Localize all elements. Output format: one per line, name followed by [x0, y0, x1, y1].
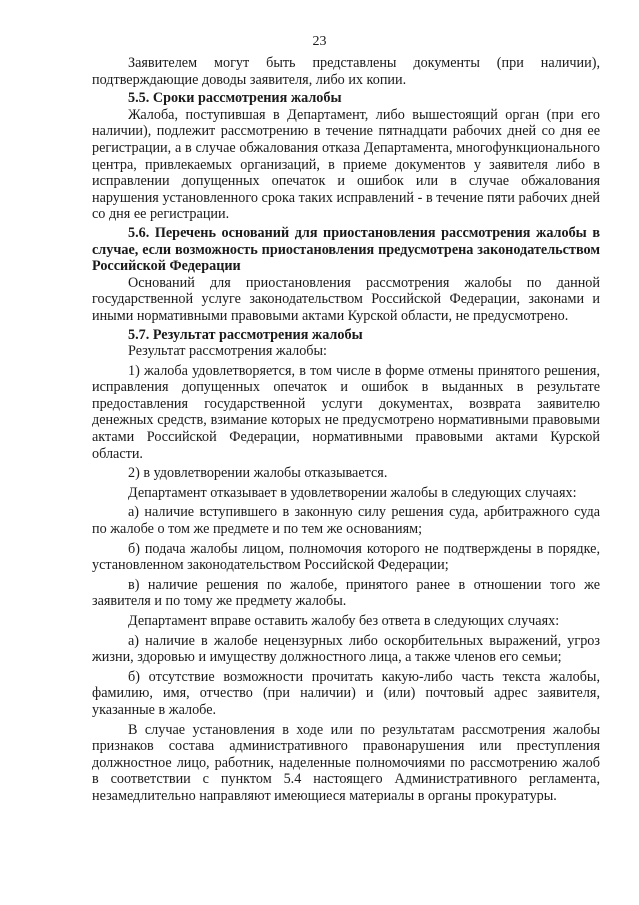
section-heading-5-5: 5.5. Сроки рассмотрения жалобы — [128, 90, 342, 107]
paragraph-prosecution: В случае установления в ходе или по результатам рассмотрения жалобы признаков состава административного правонарушения или преступления должностное лицо, работник, наделенные полномочиями по рассмотрению жалоб в соответствии с пунктом 5.4 настоящего Административного регламента, незамедлительно направляют имеющиеся материалы в органы прокуратуры. — [92, 721, 600, 804]
paragraph-refusal-b: б) подача жалобы лицом, полномочия которого не подтверждены в порядке, установленном законодательством Российской Федерации; — [92, 540, 600, 574]
paragraph-refusal-a: а) наличие вступившего в законную силу решения суда, арбитражного суда по жалобе о том же предмете и по тем же основаниям; — [92, 504, 600, 538]
paragraph-5-7-item-1: 1) жалоба удовлетворяется, в том числе в форме отмены принятого решения, исправления допущенных опечаток и ошибок в выданных в результате предоставления государственной услуги документах, возврата заявителю денежных средств, взимание которых не предусмотрено нормативными правовыми актами Российской Федерации, нормативными правовыми актами Курской области. — [92, 362, 600, 462]
paragraph-intro: Заявителем могут быть представлены документы (при наличии), подтверждающие доводы заявителя, либо их копии. — [92, 55, 600, 88]
paragraph-5-5: Жалоба, поступившая в Департамент, либо вышестоящий орган (при его наличии), подлежит рассмотрению в течение пятнадцати рабочих дней со дня ее регистрации, а в случае обжалования отказа Департамента, многофункционального центра, привлекаемых организаций, в приеме документов у заявителя либо в исправлении допущенных опечаток и ошибок или в случае обжалования нарушения установленного срока таких исправлений - в течение пяти рабочих дней со дня ее регистрации. — [92, 106, 600, 223]
paragraph-no-answer-intro: Департамент вправе оставить жалобу без ответа в следующих случаях: — [128, 613, 560, 629]
paragraph-5-6: Оснований для приостановления рассмотрения жалобы по данной государственной услуге законодательством Российской Федерации, законами и иными нормативными правовыми актами Курской области, не предусмотрено. — [92, 274, 600, 324]
paragraph-5-7-item-2: 2) в удовлетворении жалобы отказывается. — [128, 465, 388, 482]
paragraph-no-answer-a: а) наличие в жалобе нецензурных либо оскорбительных выражений, угроз жизни, здоровью и имуществу должностного лица, а также членов его семьи; — [92, 632, 600, 666]
section-heading-5-7: 5.7. Результат рассмотрения жалобы — [128, 326, 363, 343]
paragraph-refusal-c: в) наличие решения по жалобе, принятого ранее в отношении того же заявителя и по тому же предмету жалобы. — [92, 576, 600, 610]
page-number: 23 — [312, 34, 327, 49]
paragraph-5-7-result: Результат рассмотрения жалобы: — [128, 343, 327, 360]
document-body — [92, 55, 600, 805]
paragraph-no-answer-b: б) отсутствие возможности прочитать какую-либо часть текста жалобы, фамилию, имя, отчество (при наличии) и (или) почтовый адрес заявителя, указанные в жалобе. — [92, 668, 600, 718]
section-heading-5-6: 5.6. Перечень оснований для приостановления рассмотрения жалобы в случае, если возможность приостановления предусмотрена законодательством Российской Федерации — [92, 224, 600, 275]
paragraph-refusal-intro: Департамент отказывает в удовлетворении жалобы в следующих случаях: — [128, 484, 577, 501]
